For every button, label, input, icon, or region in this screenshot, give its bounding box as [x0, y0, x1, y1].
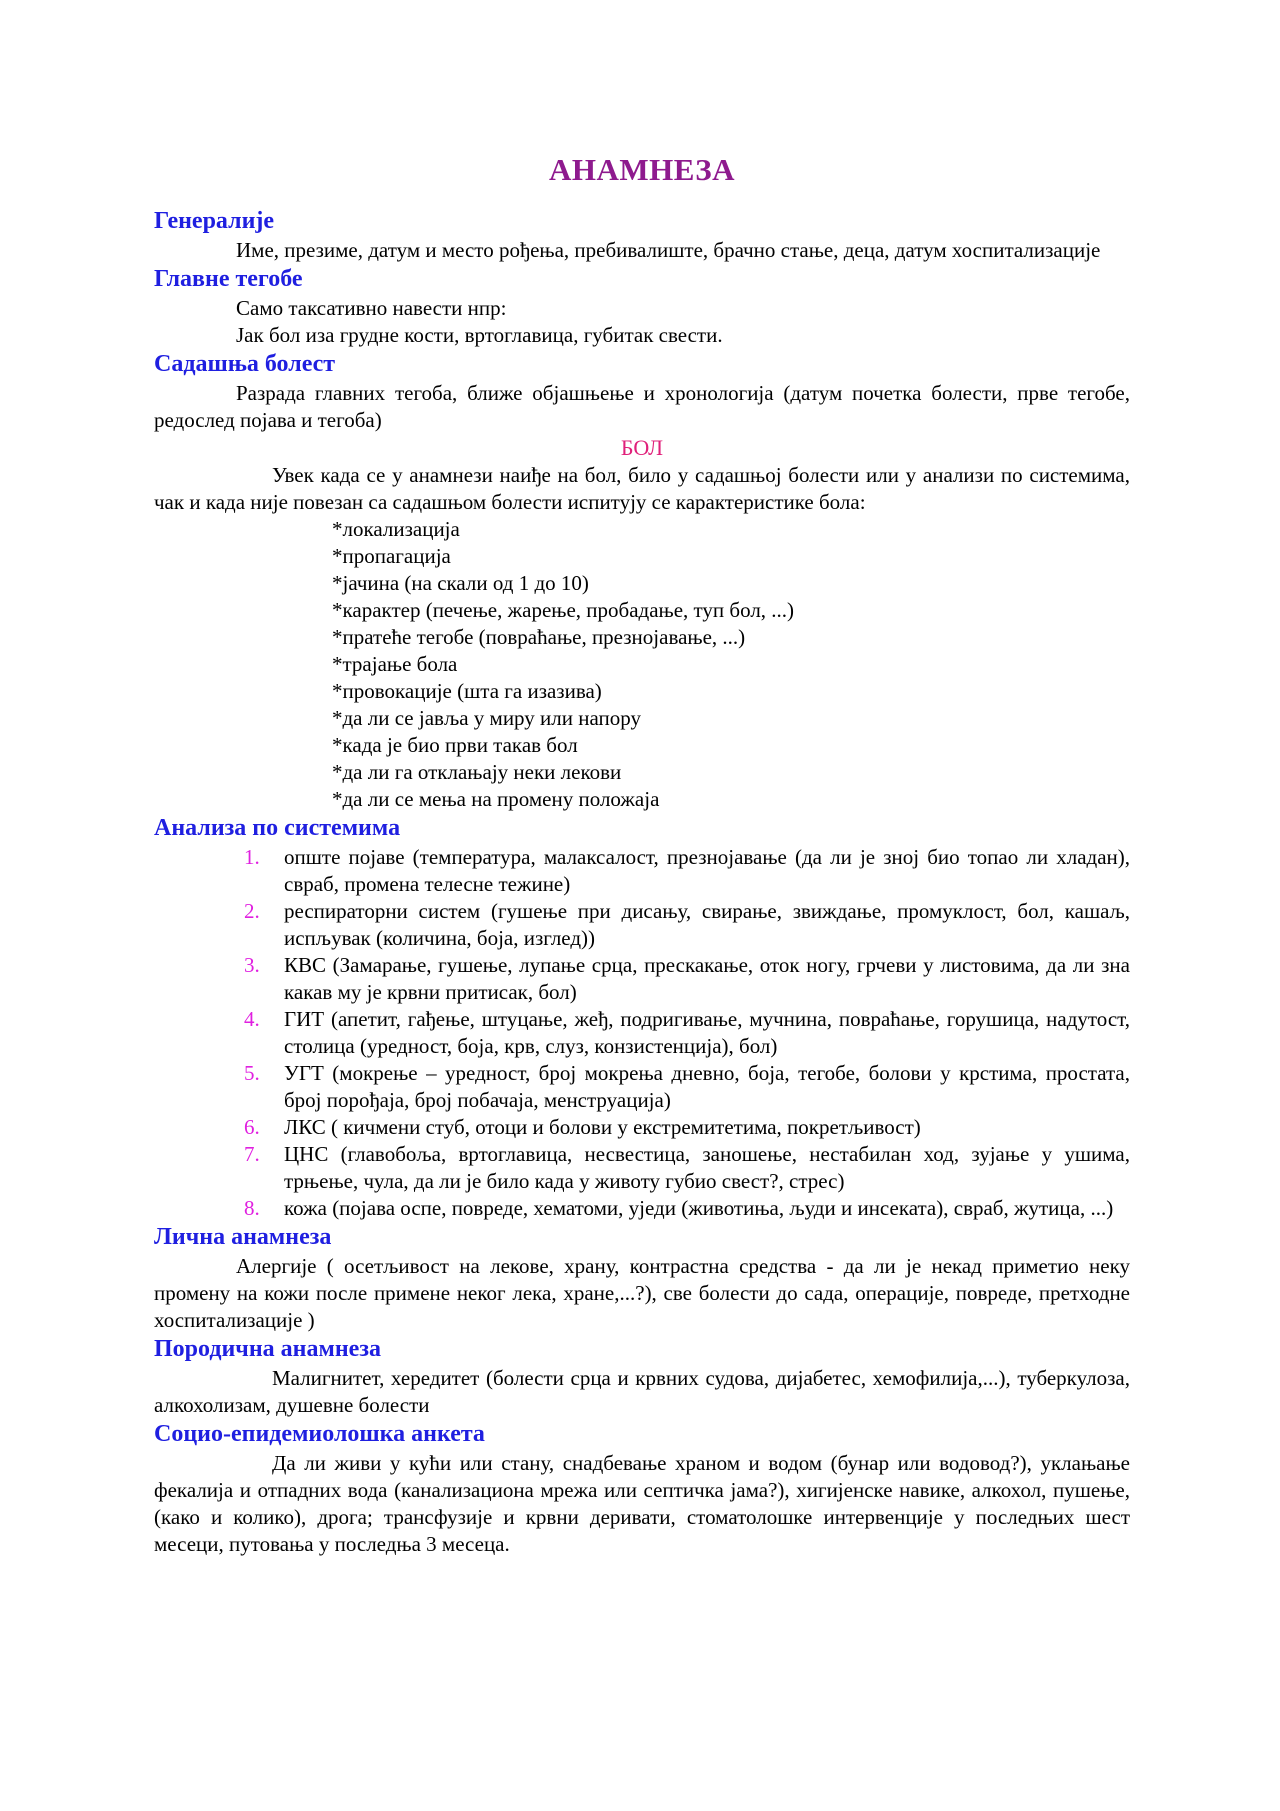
list-item-text: ЦНС (главобоља, вртоглавица, несвестица, заношење, нестабилан ход, зујање у ушима, трњење, чула, да ли је било када у животу губио свест?, стрес) — [284, 1142, 1130, 1193]
subheading-bol: БОЛ — [620, 435, 664, 460]
list-item: *да ли се јавља у миру или напору — [332, 706, 641, 730]
heading-glavne-tegobe: Главне тегобе — [154, 266, 303, 292]
text-generalije: Име, презиме, датум и место рођења, пребивалиште, брачно стање, деца, датум хоспитализације — [236, 238, 1101, 262]
list-item: *да ли се мења на промену положаја — [332, 787, 660, 811]
list-item — [154, 898, 1130, 952]
list-item-text: респираторни систем (гушење при дисању, свирање, звиждање, промуклост, бол, кашаљ, испљувак (количина, боја, изглед)) — [284, 899, 1130, 950]
list-item-text: кожа (појава оспе, повреде, хематоми, уједи (животиња, људи и инсеката), свраб, жутица, ...) — [284, 1196, 1114, 1220]
list-item-text: КВС (Замарање, гушење, лупање срца, прескакање, оток ногу, грчеви у листовима, да ли зна какав му је крвни притисак, бол) — [284, 953, 1130, 1004]
text-glavne-line2: Јак бол иза грудне кости, вртоглавица, губитак свести. — [236, 323, 723, 347]
list-item — [154, 1060, 1130, 1114]
list-item — [154, 952, 1130, 1006]
list-item — [154, 1114, 1130, 1141]
list-number: 7. — [244, 1142, 260, 1166]
bol-characteristics-list — [154, 516, 1130, 813]
list-item-text: ЛКС ( кичмени стуб, отоци и болови у екстремитетима, покретљивост) — [284, 1115, 921, 1139]
list-item: *јачина (на скали од 1 до 10) — [332, 571, 589, 595]
list-item — [154, 1141, 1130, 1195]
list-item: *локализација — [332, 517, 460, 541]
text-licna: Алергије ( осетљивост на лекове, храну, контрастна средства - да ли је некад приметио неку промену на кожи после примене неког лека, хране,...?), све болести до сада, операције, повреде, претходне хоспитализације ) — [154, 1254, 1130, 1332]
heading-generalije: Генералије — [154, 208, 275, 234]
list-item-text: опште појаве (температура, малаксалост, презнојавање (да ли је зној био топао ли хладан), свраб, промена телесне тежине) — [284, 845, 1130, 896]
heading-socio-epidemioloska: Социо-епидемиолошка анкета — [154, 1421, 485, 1447]
list-item: *провокације (шта га изазива) — [332, 679, 602, 703]
heading-porodicna-anamneza: Породична анамнеза — [154, 1336, 381, 1362]
list-item: *када је био први такав бол — [332, 733, 578, 757]
text-sadasnja: Разрада главних тегоба, ближе објашњење и хронологија (датум почетка болести, прве тегобе, редослед појава и тегоба) — [154, 381, 1130, 432]
list-number: 5. — [244, 1061, 260, 1085]
text-glavne-line1: Само таксативно навести нпр: — [236, 296, 507, 320]
list-item: *пропагација — [332, 544, 451, 568]
list-item: *трајање бола — [332, 652, 458, 676]
list-number: 8. — [244, 1196, 260, 1220]
document-content — [154, 150, 1130, 1558]
list-number: 4. — [244, 1007, 260, 1031]
document-title: АНАМНЕЗА — [548, 152, 736, 187]
list-item-text: УГТ (мокрење – уредност, број мокрења дневно, боја, тегобе, болови у крстима, простата, број порођаја, број побачаја, менструација) — [284, 1061, 1130, 1112]
list-item: *пратеће тегобе (повраћање, презнојавање, ...) — [332, 625, 746, 649]
list-item — [154, 844, 1130, 898]
list-number: 2. — [244, 899, 260, 923]
list-item: *карактер (печење, жарење, пробадање, туп бол, ...) — [332, 598, 795, 622]
text-socio: Да ли живи у кући или стану, снадбевање храном и водом (бунар или водовод?), уклањање фекалија и отпадних вода (канализациона мрежа или септичка јама?), хигијенске навике, алкохол, пушење, (како и колико), дрога; трансфузије и крвни деривати, стоматолошке интервенције у последњих шест месеци, путовања у последња 3 месеца. — [154, 1451, 1130, 1556]
list-number: 3. — [244, 953, 260, 977]
heading-sadasnja-bolest: Садашња болест — [154, 351, 336, 377]
heading-licna-anamneza: Лична анамнеза — [154, 1224, 332, 1250]
list-number: 6. — [244, 1115, 260, 1139]
list-number: 1. — [244, 845, 260, 869]
heading-analiza-po-sistemima: Анализа по системима — [154, 815, 401, 841]
list-item: *да ли га отклањају неки лекови — [332, 760, 622, 784]
systems-list — [154, 844, 1130, 1222]
text-porodicna: Малигнитет, хередитет (болести срца и крвних судова, дијабетес, хемофилија,...), туберкулоза, алкохолизам, душевне болести — [154, 1366, 1130, 1417]
list-item — [154, 1006, 1130, 1060]
list-item-text: ГИТ (апетит, гађење, штуцање, жеђ, подригивање, мучнина, повраћање, горушица, надутост, столица (уредност, боја, крв, слуз, конзистенција), бол) — [284, 1007, 1130, 1058]
list-item — [154, 1195, 1130, 1222]
text-bol: Увек када се у анамнези наиђе на бол, било у садашњој болести или у анализи по системима, чак и када није повезан са садашњом болести испитују се карактеристике бола: — [154, 463, 1130, 514]
